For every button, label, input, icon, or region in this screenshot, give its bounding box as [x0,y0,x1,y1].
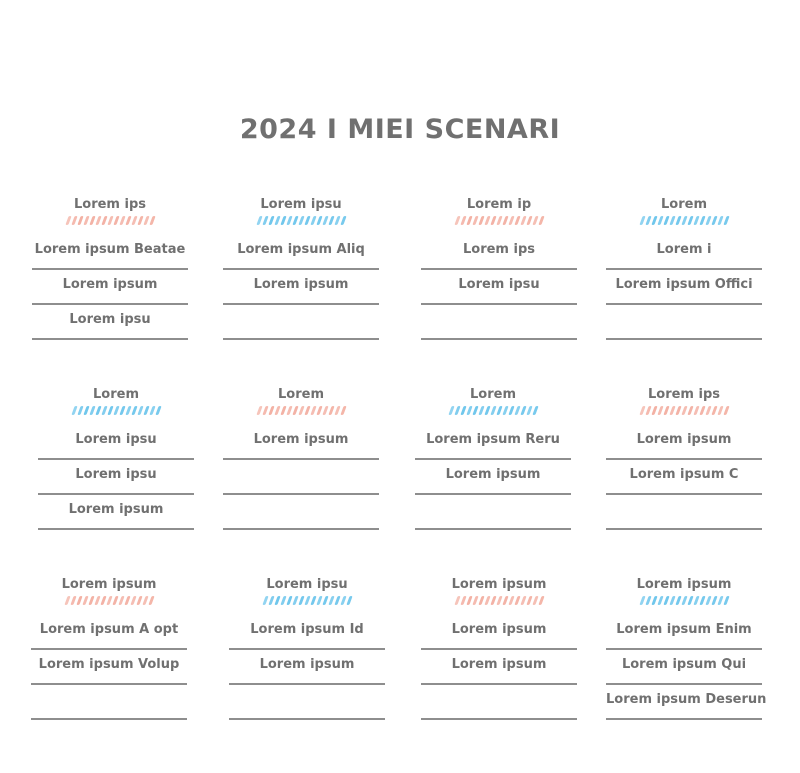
dash-mark [155,406,161,415]
dash-mark [286,216,292,225]
dash-mark [705,406,711,415]
dash-mark [316,216,322,225]
page-title: 2024 I MIEI SCENARI [239,114,561,145]
dash-mark [340,596,346,605]
dash-mark [657,216,663,225]
scenario-line[interactable] [606,305,762,340]
scenario-block [229,575,385,720]
scenario-header: Lorem [278,387,324,402]
dash-mark [310,596,316,605]
dash-mark [681,596,687,605]
dash-mark [663,596,669,605]
dash-mark [687,596,693,605]
dash-mark [310,406,316,415]
dash-mark [268,596,274,605]
dash-mark [316,406,322,415]
dash-mark [484,216,490,225]
dash-mark [669,596,675,605]
dash-mark [328,596,334,605]
dash-mark [142,596,148,605]
dash-mark [298,596,304,605]
dash-mark [454,596,460,605]
dash-mark [280,596,286,605]
scenario-line[interactable]: Lorem ipsum [415,460,571,495]
dash-mark [274,596,280,605]
dash-mark [149,216,155,225]
dash-mark [645,216,651,225]
dash-mark [100,596,106,605]
dash-mark [466,596,472,605]
dash-mark [292,216,298,225]
dash-mark [472,406,478,415]
scenario-header: Lorem [661,197,707,212]
dash-mark [334,216,340,225]
dash-mark [478,216,484,225]
dash-mark [532,406,538,415]
scenario-line[interactable]: Lorem ipsum [223,425,379,460]
dash-mark [508,216,514,225]
dash-mark [466,406,472,415]
scenario-line[interactable]: Lorem ipsum Id [229,615,385,650]
dash-mark [340,406,346,415]
dash-mark [71,406,77,415]
scenario-header: Lorem ipsum [61,577,157,592]
scenario-line[interactable] [415,495,571,530]
dash-mark [508,596,514,605]
dash-mark [675,216,681,225]
dash-mark [280,406,286,415]
dash-decoration [38,406,194,415]
dash-mark [106,596,112,605]
dash-decoration [415,406,571,415]
dash-mark [70,596,76,605]
dash-mark [83,216,89,225]
dash-mark [94,596,100,605]
scenario-header: Lorem ipsu [260,197,342,212]
dash-mark [693,406,699,415]
dash-decoration [31,596,187,605]
scenario-line[interactable]: Lorem ipsum [38,495,194,530]
dash-mark [77,216,83,225]
scenario-line[interactable]: Lorem ipsum Beatae [32,235,188,270]
dash-mark [687,406,693,415]
dash-mark [268,216,274,225]
scenario-line[interactable]: Lorem ipsum C [606,460,762,495]
dash-decoration [606,406,762,415]
dash-mark [346,596,352,605]
dash-mark [526,406,532,415]
dash-mark [693,216,699,225]
scenario-line[interactable]: Lorem ipsu [38,425,194,460]
dash-mark [478,406,484,415]
scenario-line[interactable]: Lorem ipsum A opt [31,615,187,650]
dash-mark [316,596,322,605]
scenario-line[interactable]: Lorem i [606,235,762,270]
dash-mark [304,596,310,605]
dash-mark [663,216,669,225]
dash-mark [143,216,149,225]
dash-mark [292,406,298,415]
dash-mark [286,596,292,605]
scenario-block [32,195,188,340]
dash-mark [675,406,681,415]
dash-decoration [223,216,379,225]
dash-mark [466,216,472,225]
dash-mark [693,596,699,605]
scenario-header: Lorem ipsu [266,577,348,592]
dash-mark [502,216,508,225]
dash-mark [89,406,95,415]
dash-mark [514,216,520,225]
dash-mark [71,216,77,225]
dash-mark [101,406,107,415]
scenario-block [31,575,187,720]
dash-mark [95,216,101,225]
dash-mark [538,216,544,225]
scenario-line[interactable]: Lorem ipsum Aliq [223,235,379,270]
scenario-header: Lorem ips [73,197,146,212]
dash-mark [520,596,526,605]
dash-mark [298,406,304,415]
dash-mark [328,406,334,415]
dash-mark [334,406,340,415]
dash-mark [681,216,687,225]
dash-mark [64,596,70,605]
dash-mark [77,406,83,415]
dash-mark [723,216,729,225]
dash-mark [137,216,143,225]
dash-mark [645,406,651,415]
dash-mark [711,596,717,605]
dash-mark [298,216,304,225]
scenario-block [421,575,577,720]
dash-mark [262,216,268,225]
scenario-line[interactable] [223,305,379,340]
scenario-line[interactable]: Lorem ipsum Deserun [606,685,762,720]
dash-mark [118,596,124,605]
scenario-block [223,195,379,340]
scenario-line[interactable]: Lorem ipsum Volup [31,650,187,685]
dash-mark [82,596,88,605]
dash-mark [490,216,496,225]
scenario-line[interactable] [421,305,577,340]
dash-mark [149,406,155,415]
scenario-line[interactable] [223,495,379,530]
dash-mark [256,406,262,415]
scenario-line[interactable]: Lorem ipsum Qui [606,650,762,685]
dash-decoration [32,216,188,225]
dash-mark [107,406,113,415]
dash-decoration [223,406,379,415]
dash-mark [454,216,460,225]
dash-decoration [421,596,577,605]
dash-mark [663,406,669,415]
dash-mark [65,216,71,225]
scenario-line[interactable]: Lorem ipsum Offici [606,270,762,305]
dash-mark [699,596,705,605]
dash-mark [490,406,496,415]
scenario-line[interactable] [31,685,187,720]
dash-mark [508,406,514,415]
dash-mark [723,596,729,605]
dash-mark [310,216,316,225]
scenario-block [606,195,762,340]
dash-mark [112,596,118,605]
dash-mark [83,406,89,415]
dash-mark [125,216,131,225]
dash-mark [711,406,717,415]
scenario-block [421,195,577,340]
dash-decoration [229,596,385,605]
dash-mark [490,596,496,605]
dash-mark [131,216,137,225]
dash-mark [113,216,119,225]
dash-mark [484,406,490,415]
scenario-block [606,575,767,720]
dash-mark [88,596,94,605]
dash-mark [526,216,532,225]
dash-mark [113,406,119,415]
scenario-line[interactable]: Lorem ipsum [223,270,379,305]
dash-mark [657,406,663,415]
dash-decoration [606,596,762,605]
dash-mark [639,596,645,605]
dash-mark [274,406,280,415]
dash-mark [304,406,310,415]
dash-mark [717,406,723,415]
dash-mark [502,406,508,415]
scenario-header: Lorem ipsum [451,577,547,592]
dash-mark [328,216,334,225]
dash-mark [705,596,711,605]
dash-mark [460,216,466,225]
dash-mark [651,406,657,415]
scenario-line[interactable]: Lorem ipsum [421,615,577,650]
scenario-line[interactable]: Lorem ipsu [421,270,577,305]
dash-mark [143,406,149,415]
dash-mark [130,596,136,605]
dash-mark [148,596,154,605]
dash-mark [645,596,651,605]
dash-mark [699,216,705,225]
scenario-header: Lorem ip [466,197,532,212]
dash-mark [89,216,95,225]
dash-decoration [421,216,577,225]
dash-mark [532,596,538,605]
dash-mark [137,406,143,415]
dash-mark [723,406,729,415]
dash-mark [711,216,717,225]
dash-mark [514,596,520,605]
dash-mark [538,596,544,605]
scenario-block [38,385,194,530]
dash-mark [526,596,532,605]
dash-mark [472,596,478,605]
scenario-header: Lorem ips [647,387,720,402]
dash-mark [280,216,286,225]
dash-mark [274,216,280,225]
dash-mark [136,596,142,605]
dash-mark [334,596,340,605]
dash-mark [520,216,526,225]
scenario-line[interactable] [223,460,379,495]
scenario-line[interactable]: Lorem ipsum [32,270,188,305]
dash-mark [256,216,262,225]
scenario-line[interactable]: Lorem ips [421,235,577,270]
scenario-block [606,385,762,530]
scenario-line[interactable]: Lorem ipsum [229,650,385,685]
scenario-header: Lorem ipsum [636,577,732,592]
dash-mark [454,406,460,415]
dash-mark [484,596,490,605]
dash-mark [478,596,484,605]
scenario-line[interactable] [421,685,577,720]
dash-mark [496,216,502,225]
dash-mark [532,216,538,225]
dash-mark [681,406,687,415]
dash-mark [496,406,502,415]
dash-mark [669,216,675,225]
dash-mark [657,596,663,605]
dash-mark [460,596,466,605]
dash-mark [262,596,268,605]
dash-mark [687,216,693,225]
scenario-line[interactable]: Lorem ipsum Reru [415,425,571,460]
dash-mark [340,216,346,225]
scenario-block [223,385,379,530]
scenario-line[interactable]: Lorem ipsum Enim [606,615,762,650]
scenario-line[interactable]: Lorem ipsu [38,460,194,495]
scenario-line[interactable]: Lorem ipsu [32,305,188,340]
dash-mark [514,406,520,415]
dash-mark [669,406,675,415]
dash-mark [639,216,645,225]
dash-mark [131,406,137,415]
dash-mark [119,406,125,415]
dash-mark [639,406,645,415]
scenario-header: Lorem [93,387,139,402]
scenario-line[interactable]: Lorem ipsum [606,425,762,460]
dash-mark [520,406,526,415]
dash-mark [322,406,328,415]
scenario-line[interactable] [229,685,385,720]
dash-mark [448,406,454,415]
dash-decoration [606,216,762,225]
dash-mark [95,406,101,415]
dash-mark [292,596,298,605]
scenario-header: Lorem [470,387,516,402]
dash-mark [304,216,310,225]
scenario-line[interactable]: Lorem ipsum [421,650,577,685]
dash-mark [262,406,268,415]
dash-mark [717,596,723,605]
dash-mark [119,216,125,225]
dash-mark [651,596,657,605]
dash-mark [651,216,657,225]
dash-mark [675,596,681,605]
dash-mark [124,596,130,605]
dash-mark [717,216,723,225]
dash-mark [699,406,705,415]
scenario-block [415,385,571,530]
dash-mark [125,406,131,415]
dash-mark [502,596,508,605]
dash-mark [286,406,292,415]
dash-mark [472,216,478,225]
dash-mark [496,596,502,605]
scenario-line[interactable] [606,495,762,530]
dash-mark [322,216,328,225]
dash-mark [460,406,466,415]
dash-mark [107,216,113,225]
dash-mark [76,596,82,605]
dash-mark [268,406,274,415]
dash-mark [705,216,711,225]
dash-mark [101,216,107,225]
dash-mark [322,596,328,605]
